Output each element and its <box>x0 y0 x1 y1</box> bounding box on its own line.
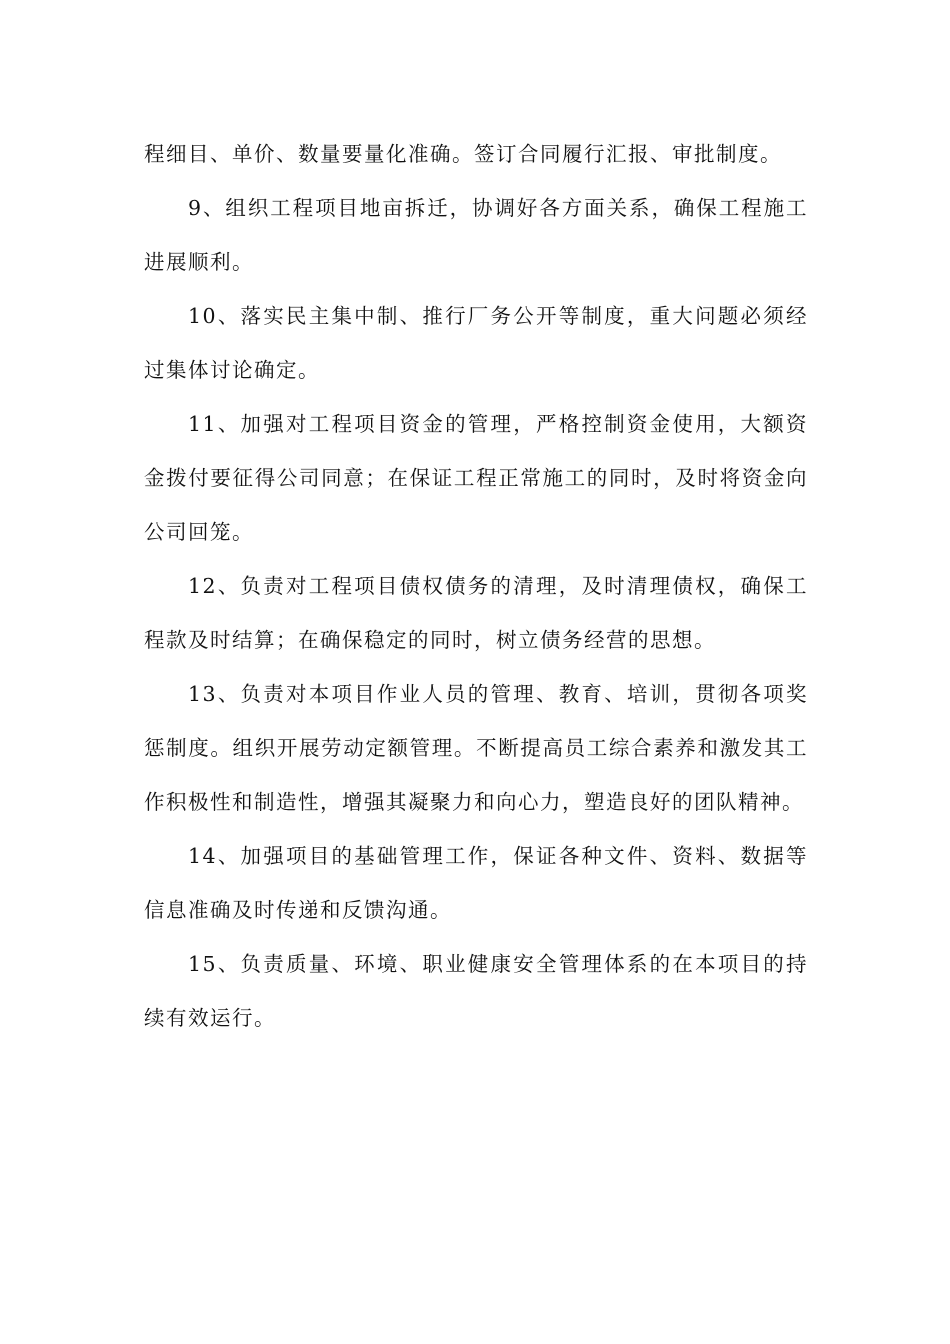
paragraph-11: 11、加强对工程项目资金的管理，严格控制资金使用，大额资金拨付要征得公司同意；在保证工程正常施工的同时，及时将资金向公司回笼。 <box>144 412 808 544</box>
paragraph-15: 15、负责质量、环境、职业健康安全管理体系的在本项目的持续有效运行。 <box>144 952 808 1030</box>
paragraph-8-continued: 程细目、单价、数量要量化准确。签订合同履行汇报、审批制度。 <box>144 142 782 166</box>
paragraph-14: 14、加强项目的基础管理工作，保证各种文件、资料、数据等信息准确及时传递和反馈沟通。 <box>144 844 808 922</box>
document-body <box>144 127 808 1045</box>
paragraph-10: 10、落实民主集中制、推行厂务公开等制度，重大问题必须经过集体讨论确定。 <box>144 304 808 382</box>
paragraph-12: 12、负责对工程项目债权债务的清理，及时清理债权，确保工程款及时结算；在确保稳定的同时，树立债务经营的思想。 <box>144 574 808 652</box>
paragraph-13: 13、负责对本项目作业人员的管理、教育、培训，贯彻各项奖惩制度。组织开展劳动定额管理。不断提高员工综合素养和激发其工作积极性和制造性，增强其凝聚力和向心力，塑造良好的团队精神。 <box>144 682 808 814</box>
paragraph-9: 9、组织工程项目地亩拆迁，协调好各方面关系，确保工程施工进展顺利。 <box>144 196 808 274</box>
